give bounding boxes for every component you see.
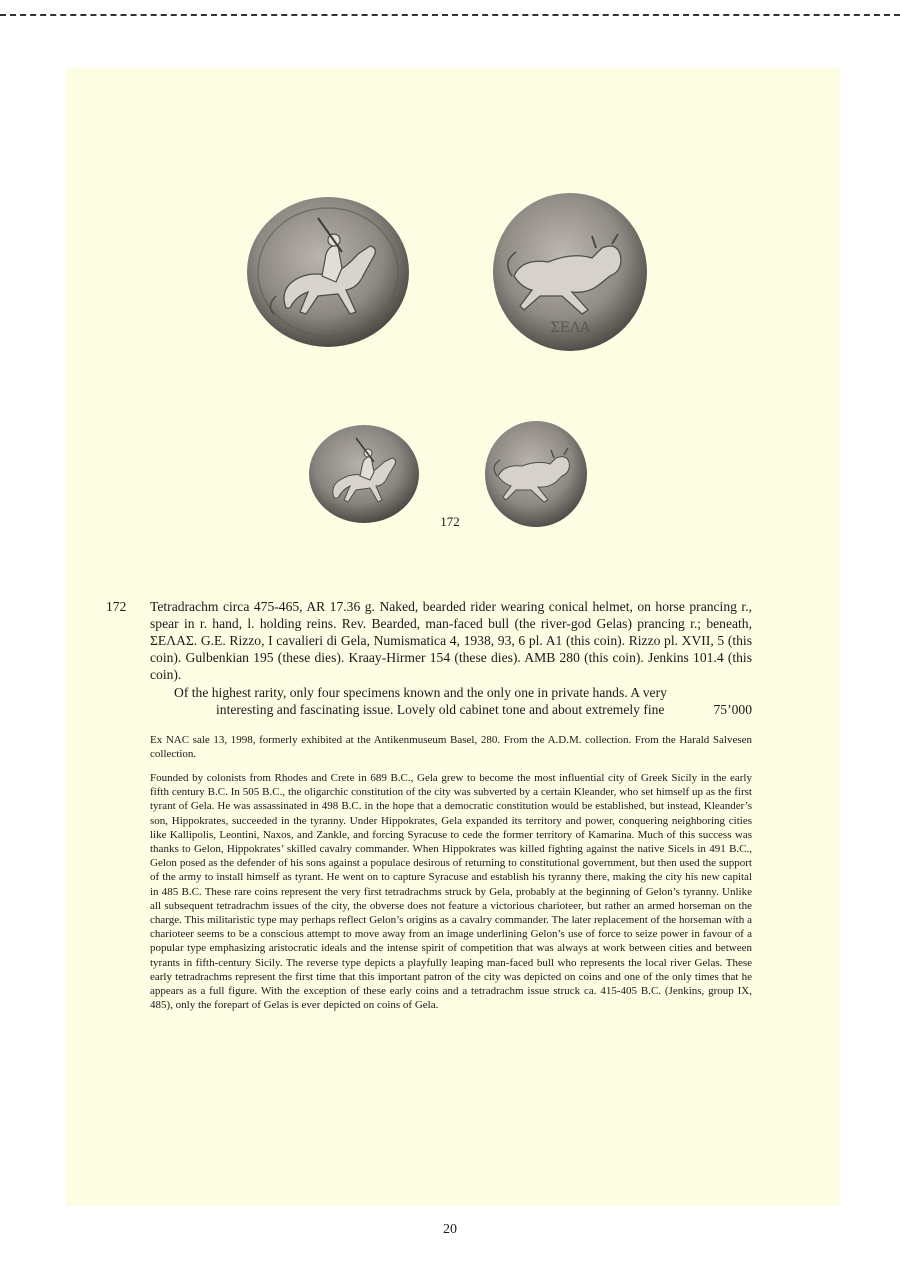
plate-number: 172 <box>440 514 460 529</box>
man-faced-bull-coin-image <box>492 192 648 352</box>
provenance-note: Ex NAC sale 13, 1998, formerly exhibited at the Antikenmuseum Basel, 280. From the A.D.M. collection. From the Harald Salvesen collection. <box>150 734 752 760</box>
entry-rarity-text: interesting and fascinating issue. Lovely old cabinet tone and about extremely fine <box>216 702 665 717</box>
coin-obverse-small <box>308 424 420 524</box>
entry-estimate-price: 75’000 <box>713 702 752 717</box>
entry-rarity-line-1: Of the highest rarity, only four specimens known and the only one in private hands. A very <box>174 685 667 700</box>
rider-on-horse-coin-image-small <box>308 424 420 524</box>
coin-reverse-small <box>484 420 588 528</box>
historical-essay: Founded by colonists from Rhodes and Crete in 689 B.C., Gela grew to become the most influential city of Greek Sicily in the early fifth century B.C. In 505 B.C., the oligarchic constitution of the city was subverted by a certain Kleander, who set himself up as the first tyrant of Gela. He was assassinated in 498 B.C. in the hope that a democratic constitution would be established, but instead, Kleander’s son, Hippokrates, succeeded in the tyranny. Under Hippokrates, Gela expanded its territory and power, conquering neighboring cities like Kallipolis, Leontini, Naxos, and Zankle, and forcing Syracuse to cede the former territory of Kamarina. Much of this success was thanks to Gelon, Hippokrates’ skilled cavalry commander. When Hippokrates was killed fighting against the native Sicels in 491 B.C., Gelon posed as the defender of his sons against a populace desirous of returning to constitutional government, but then used the support of the army to install himself as tyrant. He went on to capture Syracuse and establish his tyranny there, making the city his new capital in 485 B.C. These rare coins represent the very first tetradrachms struck by Gela, probably at the beginning of Gelon’s tyranny. Unlike all subsequent tetradrachm issues of the city, the obverse does not feature a victorious charioteer, but rather an armed horseman on the charge. This militaristic type may perhaps reflect Gelon’s origins as a cavalry commander. The later replacement of the horseman with a charioteer seems to be a conscious attempt to move away from an image underlining Gelon’s use of force to seize power in favour of a popular type emphasizing aristocratic ideals and the intense spirit of competition that was always at work between cities and between tyrants in fifth-century Sicily. The reverse type depicts a playfully leaping man-faced bull who represents the local river Gelas. These early tetradrachms represent the first time that this important patron of the city was depicted on coins and one of the only times that he appears as a full figure. With the exception of these early coins and a tetradrachm issue struck ca. 415-405 B.C. (Jenkins, group IX, 485), only the forepart of Gelas is ever depicted on coins of Gela. <box>150 772 752 1012</box>
page-top-dashed-border <box>0 14 900 16</box>
entry-description: Tetradrachm circa 475-465, AR 17.36 g. Naked, bearded rider wearing conical helmet, on horse prancing r., spear in r. hand, l. holding reins. Rev. Bearded, man-faced bull (the river-god Gelas) prancing r.; beneath, ΣΕΛΑΣ. G.E. Rizzo, I cavalieri di Gela, Numismatica 4, 1938, 93, 6 pl. A1 (this coin). Rizzo pl. XVII, 5 (this coin). Gulbenkian 195 (these dies). Kraay-Hirmer 154 (these dies). AMB 280 (this coin). Jenkins 101.4 (this coin). <box>150 599 752 682</box>
rider-on-horse-coin-image <box>246 196 410 348</box>
catalogue-entry <box>106 598 752 718</box>
coin-obverse-large <box>246 196 410 348</box>
entry-number: 172 <box>106 599 127 614</box>
coin-legend: ΣΕΛΑ <box>549 320 591 336</box>
entry-rarity-line-2 <box>216 701 752 718</box>
coin-reverse-large <box>492 192 648 352</box>
man-faced-bull-coin-image-small <box>484 420 588 528</box>
page-number: 20 <box>443 1222 457 1237</box>
